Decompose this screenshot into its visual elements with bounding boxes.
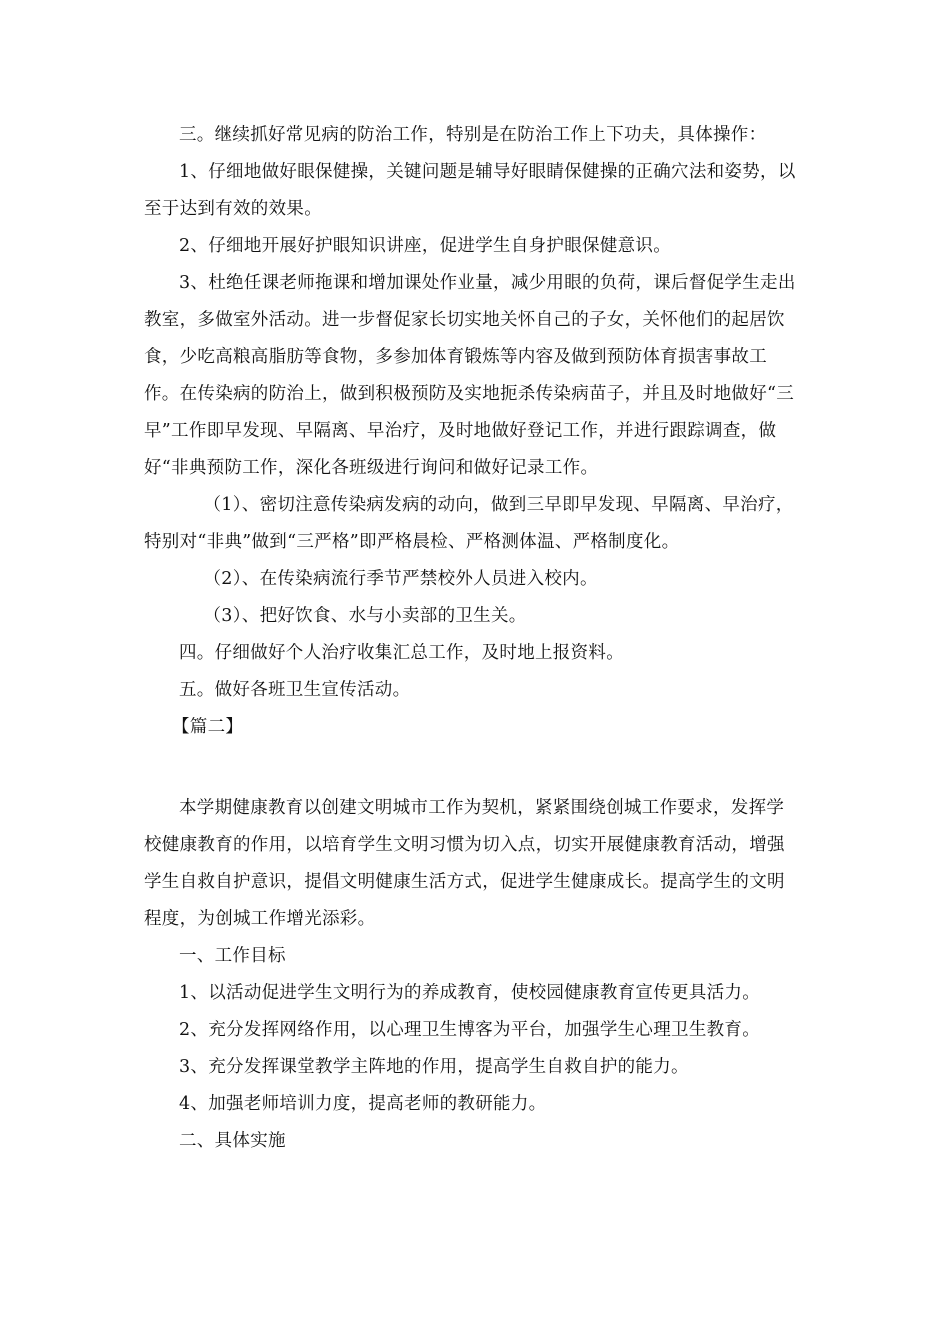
paragraph-section-three: 三。继续抓好常见病的防治工作，特别是在防治工作上下功夫，具体操作：	[179, 125, 767, 145]
paragraph-intro-part-two: 本学期健康教育以创建文明城市工作为契机，紧紧围绕创城工作要求，发挥学校健康教育的作用，以培育学生文明习惯为切入点，切实开展健康教育活动，增强学生自救自护意识，提倡文明健康生活方式，促进学生健康成长。提高学生的文明程度，为创城工作增光添彩。	[144, 798, 785, 929]
heading-implementation: 二、具体实施	[179, 1131, 286, 1151]
paragraph-subitem-1: （1）、密切注意传染病发病的动向，做到三早即早发现、早隔离、早治疗，特别对“非典”做到“三严格”即严格晨检、严格测体温、严格制度化。	[144, 495, 794, 552]
paragraph-subitem-3: （3）、把好饮食、水与小卖部的卫生关。	[203, 606, 527, 626]
paragraph-goal-1: 1、以活动促进学生文明行为的养成教育，使校园健康教育宣传更具活力。	[179, 983, 761, 1003]
paragraph-goal-3: 3、充分发挥课堂教学主阵地的作用，提高学生自救自护的能力。	[179, 1057, 689, 1077]
paragraph-subitem-2: （2）、在传染病流行季节严禁校外人员进入校内。	[203, 569, 598, 589]
paragraph-section-five: 五。做好各班卫生宣传活动。	[179, 680, 411, 700]
paragraph-goal-4: 4、加强老师培训力度，提高老师的教研能力。	[179, 1094, 547, 1114]
paragraph-item-3-prevention: 3、杜绝任课老师拖课和增加课处作业量，减少用眼的负荷，课后督促学生走出教室，多做室外活动。进一步督促家长切实地关怀自己的子女，关怀他们的起居饮食，少吃高粮高脂肪等食物，多参加体育锻炼等内容及做到预防体育损害事故工作。在传染病的防治上，做到积极预防及实地扼杀传染病苗子，并且及时地做好“三早”工作即早发现、早隔离、早治疗，及时地做好登记工作，并进行跟踪调查，做好“非典预防工作，深化各班级进行询问和做好记录工作。	[144, 273, 796, 478]
paragraph-item-2-eye-lecture: 2、仔细地开展好护眼知识讲座，促进学生自身护眼保健意识。	[179, 236, 672, 256]
document-body	[144, 117, 800, 1160]
paragraph-goal-2: 2、充分发挥网络作用，以心理卫生博客为平台，加强学生心理卫生教育。	[179, 1020, 761, 1040]
section-spacer	[144, 746, 800, 790]
paragraph-item-1-eye-exercise: 1、仔细地做好眼保健操，关键问题是辅导好眼睛保健操的正确穴法和姿势，以至于达到有效的效果。	[144, 162, 796, 219]
paragraph-section-four: 四。仔细做好个人治疗收集汇总工作，及时地上报资料。	[179, 643, 624, 663]
section-heading-part-two: 【篇二】	[172, 717, 244, 737]
heading-work-goals: 一、工作目标	[179, 946, 286, 966]
